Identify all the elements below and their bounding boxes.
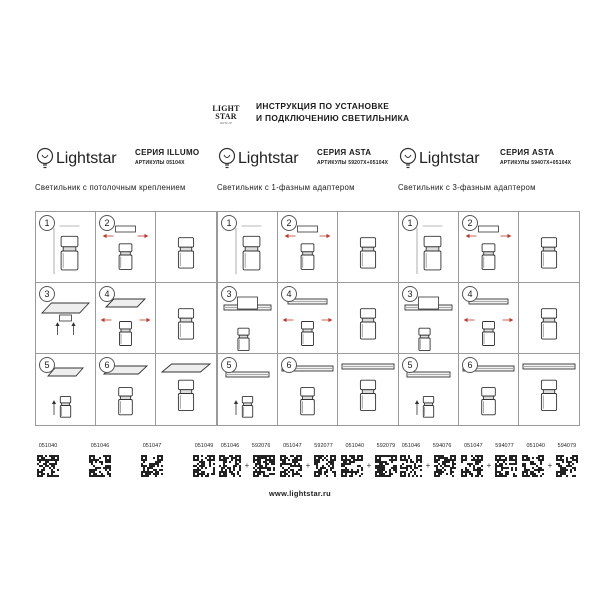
lamp-assembled [178,238,193,268]
lamp-detail [482,388,496,415]
arrow-icon [322,319,332,322]
article-numbers: АРТИКУЛЫ 59207X+05104X [317,160,389,166]
qr-code-icon [191,455,217,477]
arrow-icon [503,319,513,322]
lamp-assembled [360,380,375,410]
article-codes [35,443,217,449]
panel-subtitle: Светильник с 1-фазным адаптером [217,183,355,192]
plus-icon: + [486,461,492,470]
qr-code-icon [339,455,365,477]
step-cell [399,283,459,354]
step-number: 6 [99,357,115,373]
step-cell [399,354,459,425]
step-illustration [519,212,579,282]
article-numbers: АРТИКУЛЫ 59407X+05104X [500,160,572,166]
brand-name: Lightstar [419,150,480,167]
step-number: 5 [402,357,418,373]
qr-codes [35,453,217,479]
arrow-icon [102,319,112,322]
qr-code-icon [432,455,458,477]
arrow-icon [104,235,114,238]
article-code: 594077 [495,443,514,449]
article-code: 051046 [401,443,421,449]
step-cell [338,212,398,283]
step-cell [156,212,216,283]
step-number: 6 [462,357,478,373]
arrow-icon [320,235,330,238]
article-code: 051046 [90,443,110,449]
step-cell [459,354,519,425]
article-code: 051040 [38,443,58,449]
lamp-assembled [178,309,193,339]
article-codes [398,443,580,449]
step-illustration [156,283,216,353]
plus-icon: + [425,461,431,470]
lamp-detail [301,244,314,270]
arrow-icon [138,235,148,238]
qr-code-icon [312,455,338,477]
website-url: www.lightstar.ru [268,489,331,498]
step-number: 3 [39,286,55,302]
step-cell [96,354,156,425]
series-name: СЕРИЯ ILLUMO [135,148,200,157]
panel-subtitle: Светильник с потолочным креплением [35,183,186,192]
step-cell [96,283,156,354]
step-illustration [156,212,216,282]
arrow-icon [235,401,238,415]
ceiling-plate [162,364,210,372]
article-code: 051040 [526,443,546,449]
step-illustration [519,354,579,425]
series-name: СЕРИЯ ASTA [317,148,372,157]
article-code: 592077 [314,443,333,449]
panel-1phase-adapter [217,141,399,491]
adapter [238,297,258,309]
step-cell [96,212,156,283]
mount-bracket [60,315,72,321]
step-cell [218,283,278,354]
qr-code-icon [139,455,165,477]
arrow-icon [53,401,56,415]
arrow-icon [286,235,296,238]
plus-icon: + [547,461,553,470]
qr-code-icon [373,455,399,477]
step-cell [399,212,459,283]
track-rail [342,364,394,369]
step-cell [519,354,579,425]
bulb-logo-icon [217,146,237,172]
step-cell [36,283,96,354]
step-number: 1 [39,215,55,231]
lamp-dimension-drawing [61,236,78,270]
lightstar-group-logo [213,97,239,133]
step-number: 2 [281,215,297,231]
step-cell [278,354,338,425]
lamp-dimension-drawing [243,236,260,270]
lamp-detail [119,244,132,270]
arrow-icon [56,323,59,335]
page-title-line1: ИНСТРУКЦИЯ ПО УСТАНОВКЕ [256,101,390,111]
step-cell [519,283,579,354]
qr-code-icon [554,455,580,477]
lamp-assembled [360,309,375,339]
step-number: 4 [281,286,297,302]
qr-code-icon [493,455,519,477]
lamp-detail [483,322,495,346]
qr-code-icon [35,455,61,477]
article-code: 051040 [345,443,365,449]
track-rail [407,372,450,377]
step-number: 3 [402,286,418,302]
article-code: 051046 [220,443,240,449]
step-illustration [338,283,398,353]
article-code: 594076 [432,443,452,449]
brand-mark-line: GROUP [219,121,233,125]
plus-icon: + [305,461,311,470]
lamp-detail [242,396,252,417]
lamp-assembled [178,380,193,410]
lamp-assembled [541,238,556,268]
step-number: 5 [39,357,55,373]
plus-icon: + [366,461,372,470]
lamp-detail [482,244,495,270]
track-rail [226,372,269,377]
step-number: 6 [281,357,297,373]
arrow-icon [467,235,477,238]
step-cell [156,283,216,354]
steps-grid [217,211,399,426]
qr-code-icon [520,455,546,477]
steps-grid [398,211,580,426]
mount-bracket [479,226,499,232]
article-codes [217,443,399,449]
arrow-icon [284,319,294,322]
step-number: 3 [221,286,237,302]
arrow-icon [416,401,419,415]
article-code: 051047 [283,443,302,449]
page-title-line2: И ПОДКЛЮЧЕНИЮ СВЕТИЛЬНИКА [256,112,410,123]
step-number: 5 [221,357,237,373]
article-code: 592079 [376,443,396,449]
step-cell [218,212,278,283]
step-cell [459,212,519,283]
article-code: 051049 [194,443,214,449]
step-number: 4 [462,286,478,302]
brand-name: Lightstar [56,150,117,167]
step-number: 2 [99,215,115,231]
lamp-assembled [360,238,375,268]
steps-grid [35,211,217,426]
step-cell [278,212,338,283]
qr-codes [398,453,580,479]
article-numbers: АРТИКУЛЫ 05104X [135,160,185,166]
article-code: 051047 [464,443,483,449]
step-illustration [156,354,216,425]
step-cell [519,212,579,283]
arrow-icon [501,235,511,238]
lamp-detail [302,322,314,346]
brand-mark-line: LIGHT [212,104,240,113]
panel-subtitle: Светильник с 3-фазным адаптером [398,183,536,192]
step-cell [338,283,398,354]
step-illustration [519,283,579,353]
lamp-assembled [541,309,556,339]
brand-mark-line: STAR [215,112,237,121]
mount-bracket [298,226,318,232]
step-number: 4 [99,286,115,302]
plus-icon: + [244,461,250,470]
qr-codes [217,453,399,479]
step-cell [156,354,216,425]
ceiling-plate [42,303,89,313]
step-cell [36,354,96,425]
qr-code-icon [398,455,424,477]
lamp-detail [238,328,249,350]
step-cell [338,354,398,425]
track-rail [523,364,575,369]
article-code: 051047 [142,443,162,449]
lamp-detail [119,388,133,415]
panel-3phase-adapter [398,141,580,491]
step-number: 1 [221,215,237,231]
bulb-logo-icon [35,146,55,172]
step-cell [459,283,519,354]
step-cell [218,354,278,425]
qr-code-icon [459,455,485,477]
panel-ceiling-mount [35,141,217,491]
step-illustration [338,212,398,282]
mount-bracket [116,226,136,232]
lamp-detail [423,396,433,417]
lamp-assembled [541,380,556,410]
bulb-logo-icon [398,146,418,172]
step-number: 2 [462,215,478,231]
arrow-icon [465,319,475,322]
step-number: 1 [402,215,418,231]
lamp-dimension-drawing [424,236,441,270]
qr-code-icon [87,455,113,477]
adapter [419,297,439,309]
step-illustration [338,354,398,425]
step-cell [278,283,338,354]
arrow-icon [72,323,75,335]
qr-code-icon [251,455,277,477]
arrow-icon [140,319,150,322]
lamp-detail [419,328,430,350]
lamp-detail [301,388,315,415]
brand-name: Lightstar [238,150,299,167]
lamp-detail [120,322,132,346]
lamp-detail [60,396,70,417]
article-code: 592076 [251,443,271,449]
qr-code-icon [278,455,304,477]
qr-code-icon [217,455,243,477]
page-title [256,101,436,124]
series-name: СЕРИЯ ASTA [500,148,555,157]
article-code: 594079 [557,443,577,449]
step-cell [36,212,96,283]
